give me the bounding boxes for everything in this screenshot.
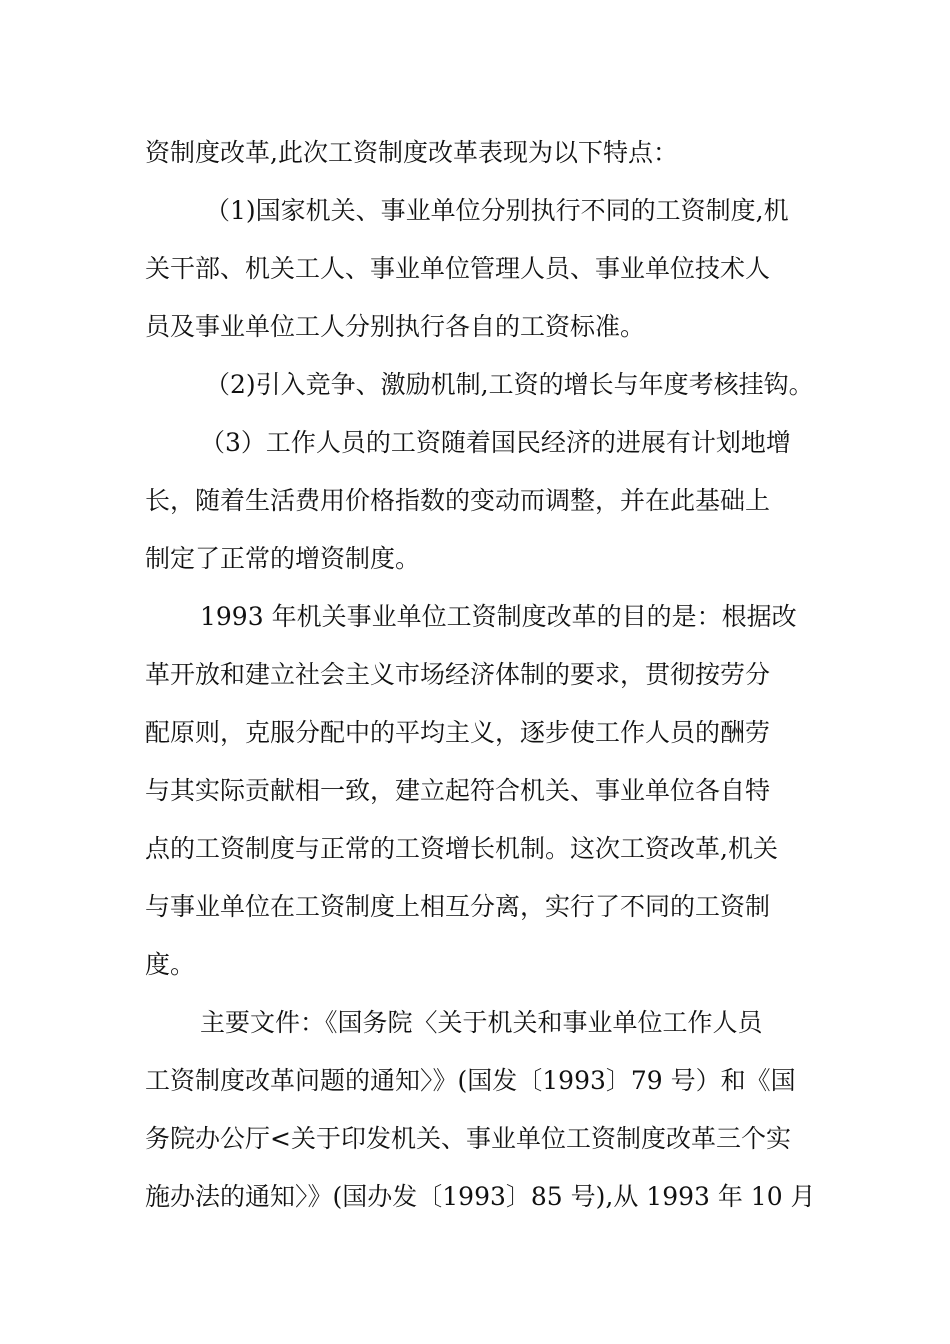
text-line: （2)引入竞争、激励机制,工资的增长与年度考核挂钩。 [205,370,814,399]
body-text [145,124,816,1226]
text-line: （3）工作人员的工资随着国民经济的进展有计划地增 [200,428,791,457]
text-line: 务院办公厅<关于印发机关、事业单位工资制度改革三个实 [145,1124,791,1153]
text-line: 点的工资制度与正常的工资增长机制。这次工资改革,机关 [145,834,778,863]
text-line: 配原则，克服分配中的平均主义，逐步使工作人员的酬劳 [145,718,771,747]
text-line: 施办法的通知〉》(国办发〔1993〕85 号),从 1993 年 10 月 [145,1182,816,1211]
text-line: 1993 年机关事业单位工资制度改革的目的是：根据改 [200,602,797,631]
text-line: （1)国家机关、事业单位分别执行不同的工资制度,机 [205,196,789,225]
text-line: 员及事业单位工人分别执行各自的工资标准。 [145,312,646,341]
text-line: 与事业单位在工资制度上相互分离，实行了不同的工资制 [145,892,771,921]
text-line: 制定了正常的增资制度。 [145,544,421,573]
text-line: 长，随着生活费用价格指数的变动而调整，并在此基础上 [145,486,771,515]
text-line: 关干部、机关工人、事业单位管理人员、事业单位技术人 [145,254,771,283]
text-line: 度。 [145,950,196,979]
text-line: 主要文件：《国务院〈关于机关和事业单位工作人员 [200,1008,763,1037]
text-line: 与其实际贡献相一致，建立起符合机关、事业单位各自特 [145,776,771,805]
text-line: 革开放和建立社会主义市场经济体制的要求，贯彻按劳分 [145,660,771,689]
text-line: 工资制度改革问题的通知〉》(国发〔1993〕79 号）和《国 [145,1066,796,1095]
text-line: 资制度改革,此次工资制度改革表现为以下特点： [145,138,678,167]
